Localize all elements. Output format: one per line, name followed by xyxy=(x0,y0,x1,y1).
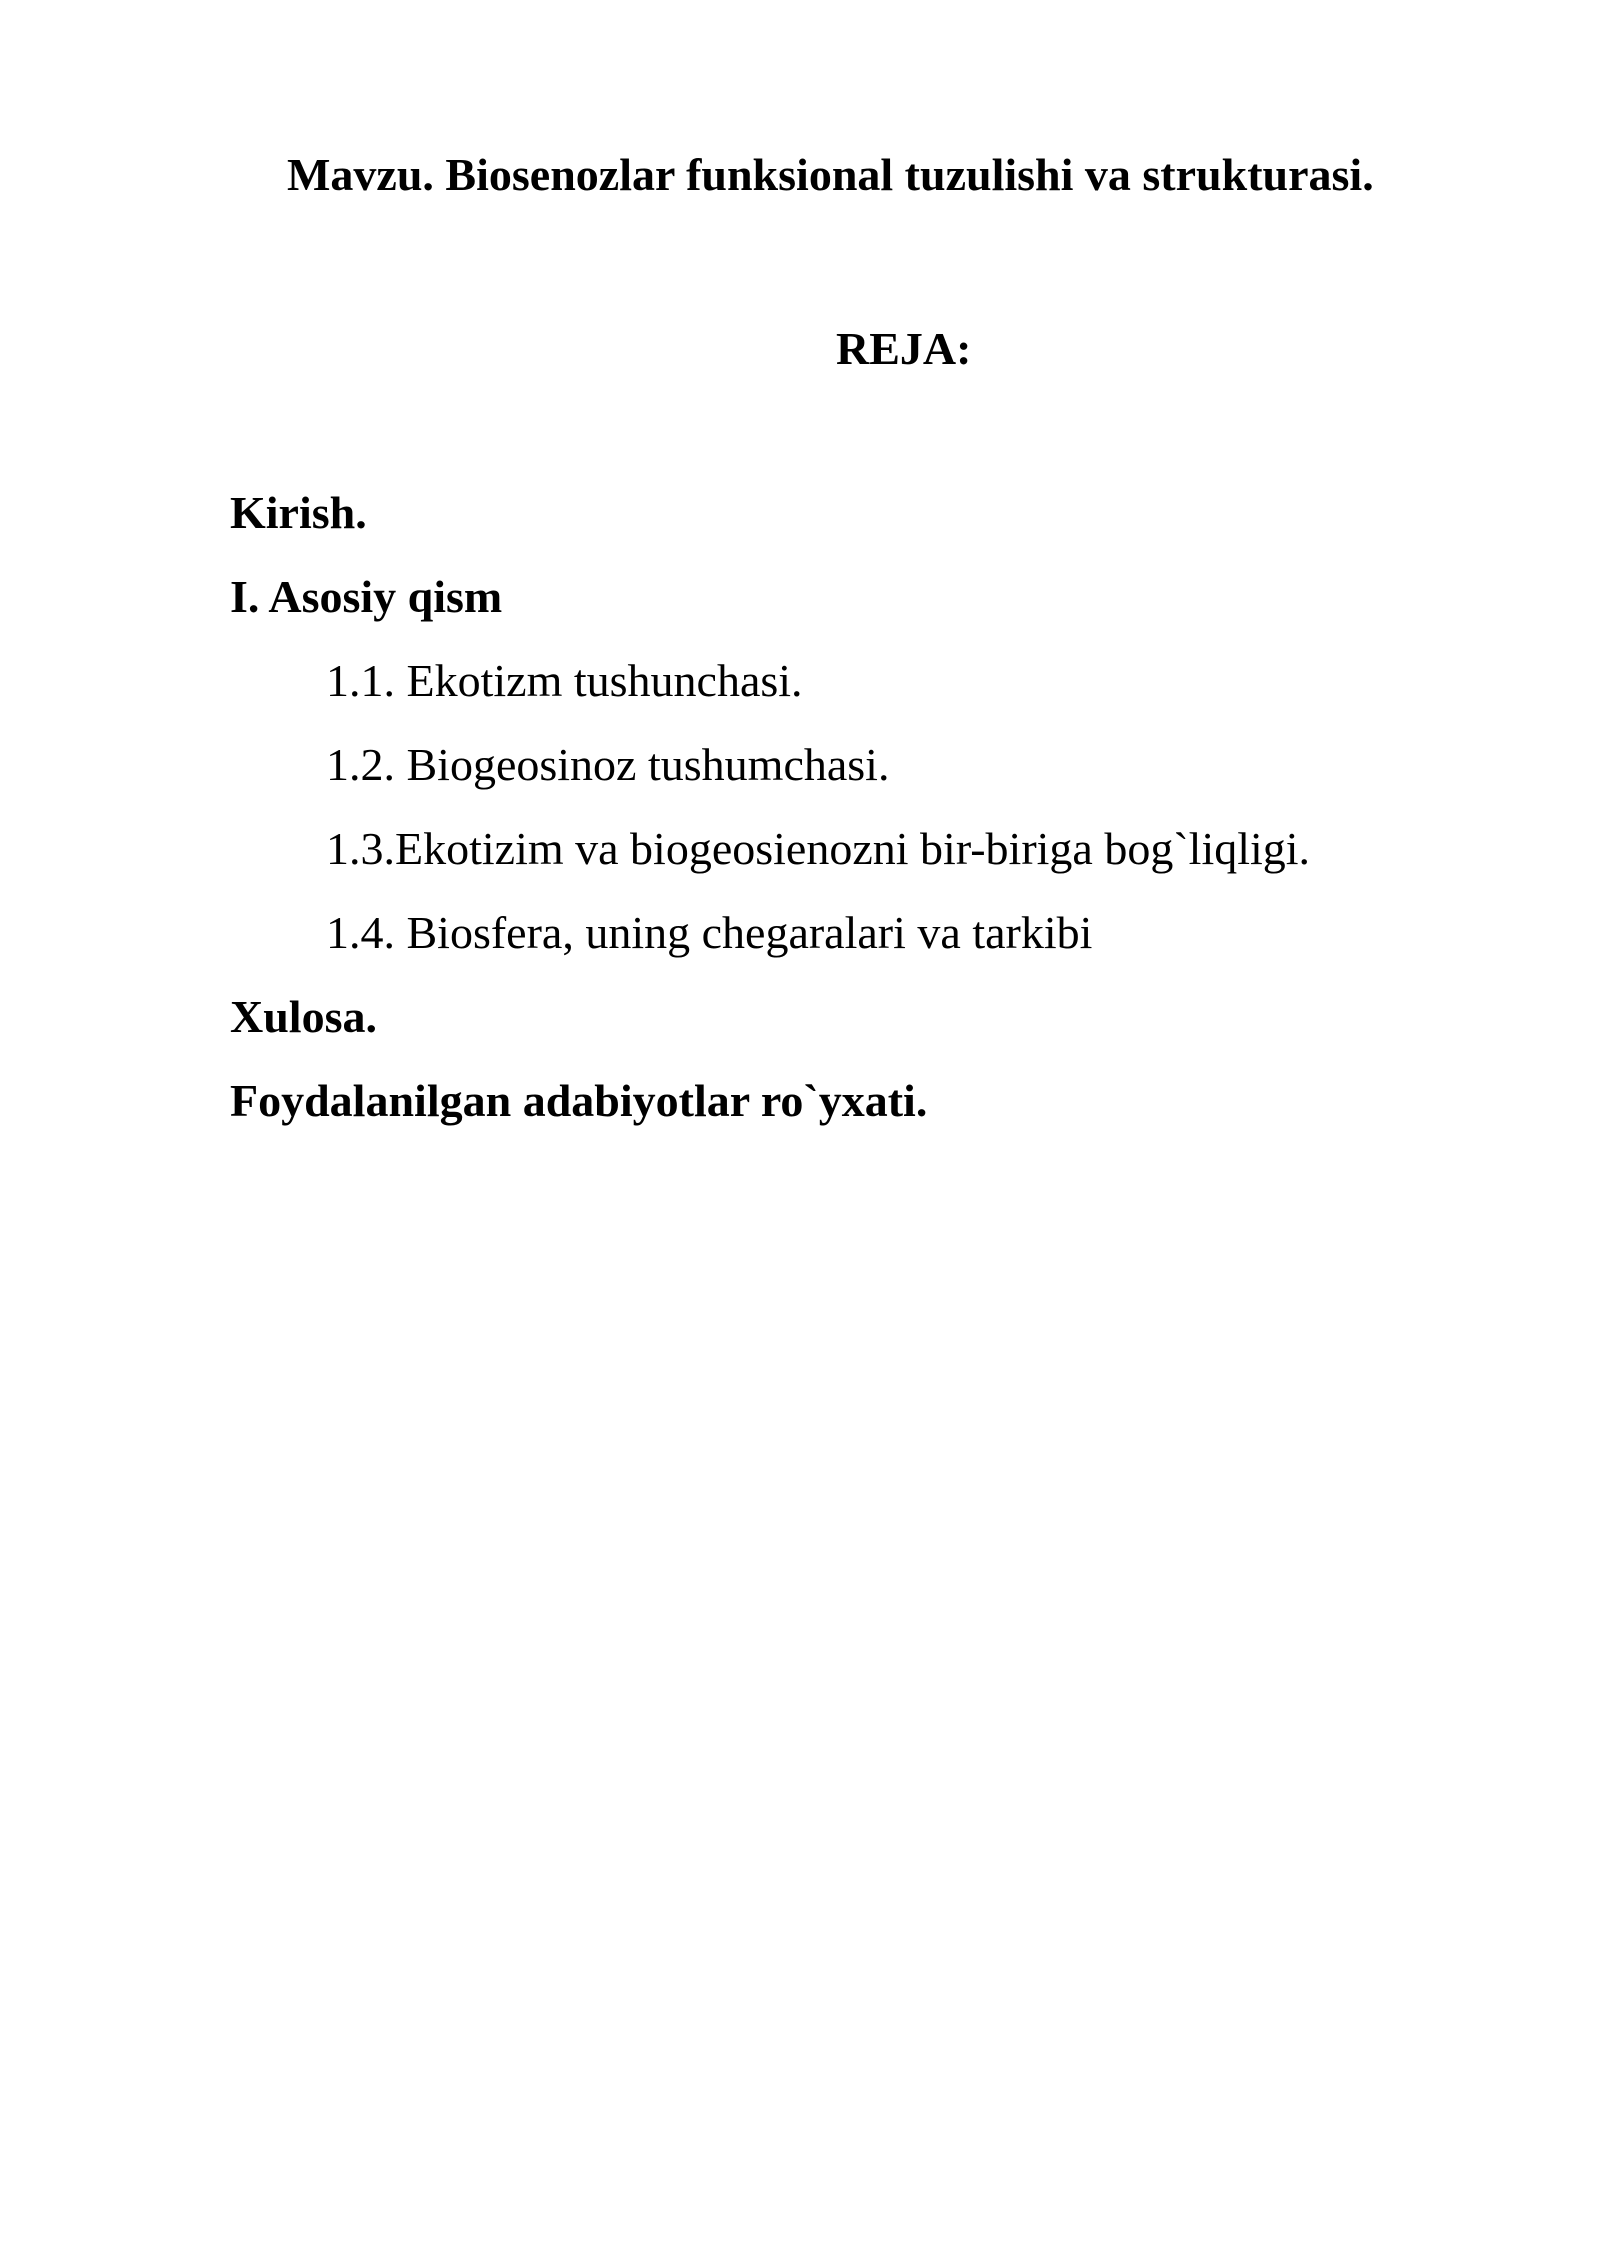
plan-subitem-1-1: 1.1. Ekotizm tushunchasi. xyxy=(326,655,803,706)
plan-heading: REJA: xyxy=(836,323,972,374)
plan-list xyxy=(230,487,1311,1162)
plan-item-main-part: I. Asosiy qism xyxy=(230,571,503,622)
plan-subitem-1-2: 1.2. Biogeosinoz tushumchasi. xyxy=(326,739,890,790)
plan-subitem-1-3: 1.3.Ekotizim va biogeosienozni bir-biriga bog`liqligi. xyxy=(326,823,1311,874)
plan-item-conclusion: Xulosa. xyxy=(230,991,377,1042)
document-title: Mavzu. Biosenozlar funksional tuzulishi va strukturasi. xyxy=(287,149,1374,200)
plan-item-references: Foydalanilgan adabiyotlar ro`yxati. xyxy=(230,1075,928,1126)
plan-subitem-1-4: 1.4. Biosfera, uning chegaralari va tarkibi xyxy=(326,907,1093,958)
plan-item-introduction: Kirish. xyxy=(230,487,367,538)
